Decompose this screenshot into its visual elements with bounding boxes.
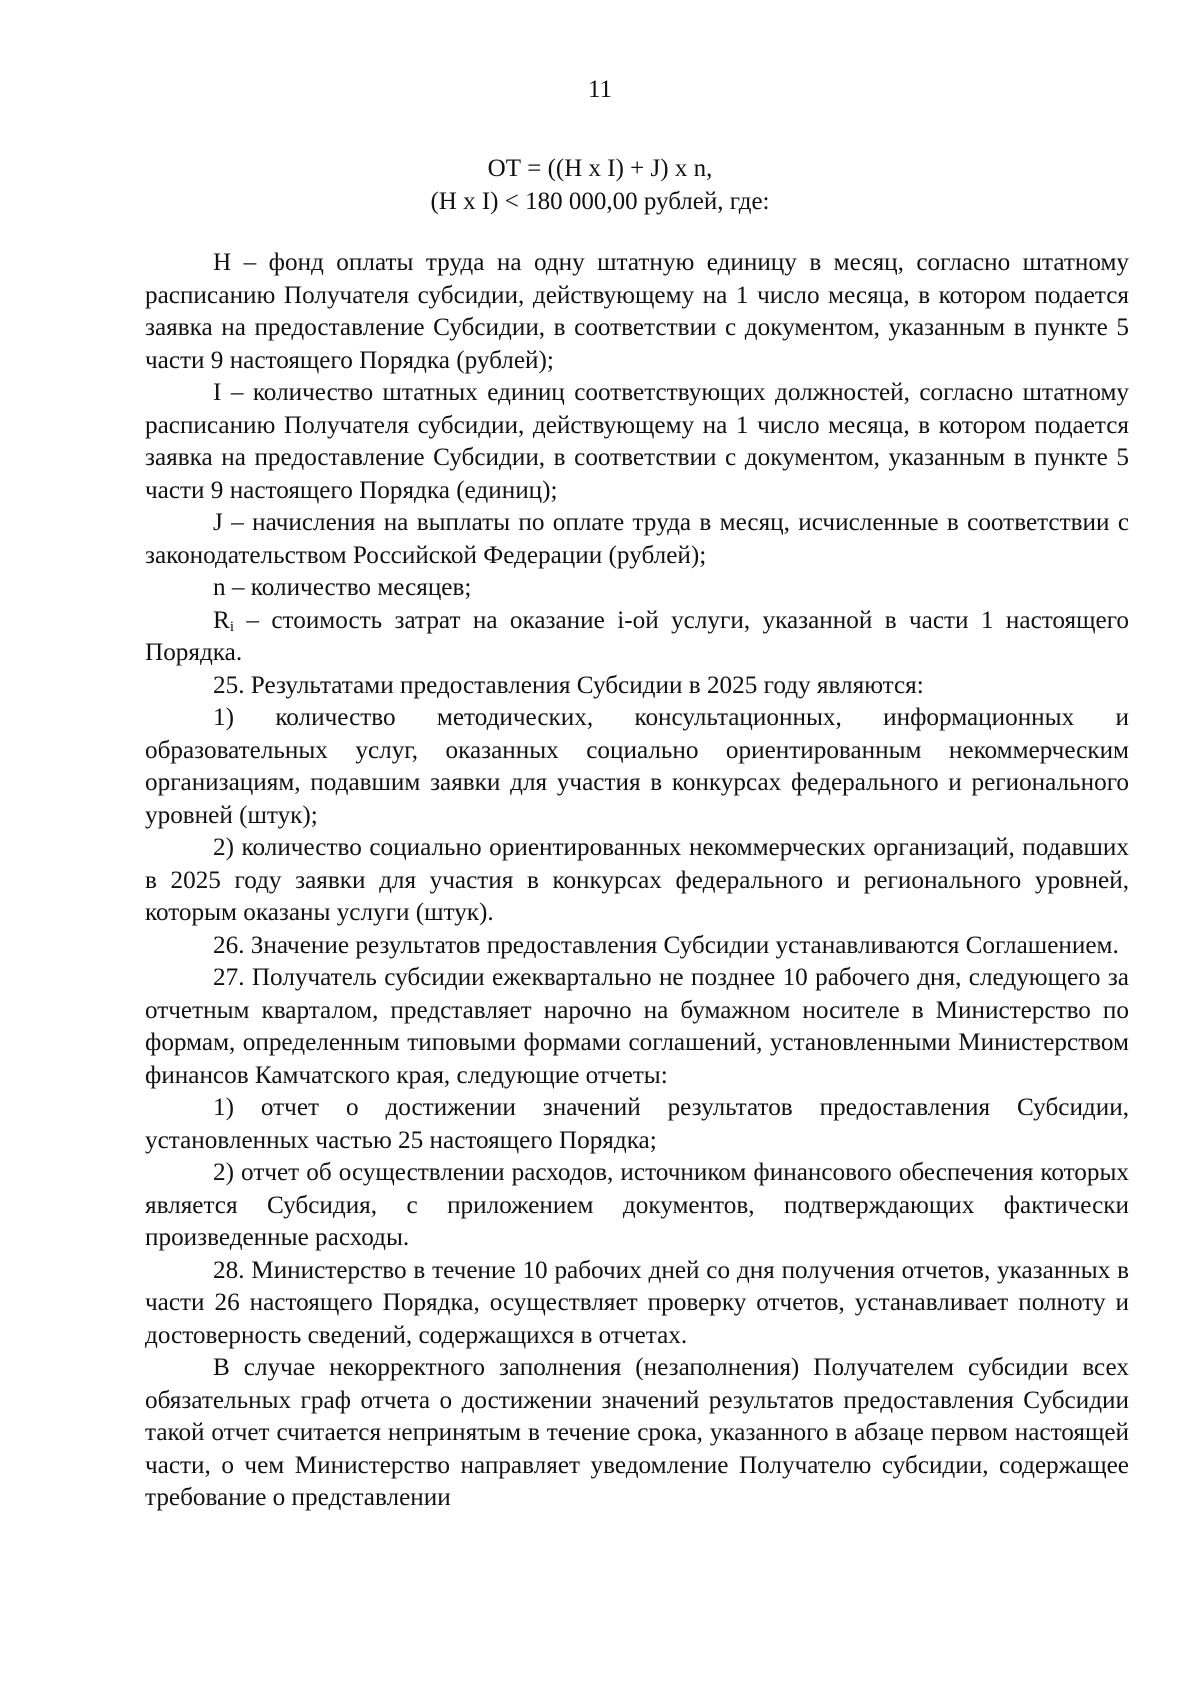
ri-subscript: i [229,618,234,635]
formula-line-1: ОТ = ((H x I) + J) x n, [487,155,713,182]
paragraph-n-definition: n – количество месяцев; [213,574,472,601]
paragraph-section-26: 26. Значение результатов предоставления Субсидии устанавливаются Соглашением. [213,931,1119,959]
paragraph-27-item-2: 2) отчет об осуществлении расходов, источником финансового обеспечения которых является Субсидия, с приложением документов, подтверждающих фактически произведенные расходы. [145,1159,1129,1251]
paragraph-25-item-2: 2) количество социально ориентированных некоммерческих организаций, подавших в 2025 году заявки для участия в конкурсах федерального и регионального уровней, которым оказаны услуги (штук). [145,834,1129,926]
paragraph-j-definition: J – начисления на выплаты по оплате труда в месяц, исчисленные в соответствии с законодательством Российской Федерации (рублей); [145,509,1129,569]
paragraph-ri-definition [145,605,1129,670]
paragraph-i-definition: I – количество штатных единиц соответствующих должностей, согласно штатному расписанию Получателя субсидии, действующему на 1 число месяца, в котором подается заявка на предоставление Субсидии, в соответствии с документом, указанным в пункте 5 части 9 настоящего Порядка (единиц); [145,379,1129,504]
page-number: 11 [587,76,613,103]
paragraph-section-25: 25. Результатами предоставления Субсидии в 2025 году являются: [213,671,924,699]
paragraph-25-item-1: 1) количество методических, консультационных, информационных и образовательных услуг, оказанных социально ориентированным некоммерческим организациям, подавшим заявки для участия в конкурсах федерального и регионального уровней (штук); [145,704,1129,829]
paragraph-27-item-1: 1) отчет о достижении значений результатов предоставления Субсидии, установленных частью 25 настоящего Порядка; [145,1094,1129,1154]
paragraph-section-28: 28. Министерство в течение 10 рабочих дней со дня получения отчетов, указанных в части 26 настоящего Порядка, осуществляет проверку отчетов, устанавливает полноту и достоверность сведений, содержащихся в отчетах. [145,1256,1129,1349]
paragraph-h-definition: H – фонд оплаты труда на одну штатную единицу в месяц, согласно штатному расписанию Получателя субсидии, действующему на 1 число месяца, в котором подается заявка на предоставление Субсидии, в соответствии с документом, указанным в пункте 5 части 9 настоящего Порядка (рублей); [145,249,1129,374]
paragraph-28-continuation: В случае некорректного заполнения (незаполнения) Получателем субсидии всех обязательных граф отчета о достижении значений результатов предоставления Субсидии такой отчет считается непринятым в течение срока, указанного в абзаце первом настоящей части, о чем Министерство направляет уведомление Получателю субсидии, содержащее требование о представлении [145,1354,1129,1511]
formula-line-2: (H x I) < 180 000,00 рублей, где: [430,188,770,215]
document-body [145,247,1129,1515]
ri-text: – стоимость затрат на оказание i-ой услуги, указанной в части 1 настоящего Порядка. [145,606,1129,666]
paragraph-section-27: 27. Получатель субсидии ежеквартально не позднее 10 рабочего дня, следующего за отчетным кварталом, представляет нарочно на бумажном носителе в Министерство по формам, определенным типовыми формами соглашений, установленными Министерством финансов Камчатского края, следующие отчеты: [145,964,1129,1089]
ri-symbol: R [213,606,230,634]
